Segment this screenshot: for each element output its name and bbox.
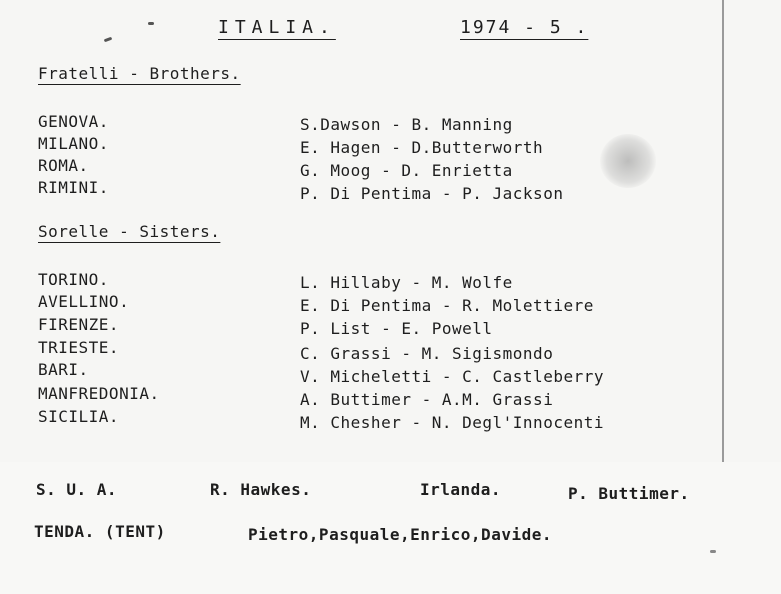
ink-smudge xyxy=(600,134,656,188)
ink-speck xyxy=(148,22,154,25)
brothers-names: G. Moog - D. Enrietta xyxy=(300,161,513,180)
brothers-city: RIMINI. xyxy=(38,178,109,197)
brothers-names: E. Hagen - D.Butterworth xyxy=(300,138,544,157)
sisters-names: L. Hillaby - M. Wolfe xyxy=(300,273,513,292)
sisters-city: BARI. xyxy=(38,360,89,379)
ink-speck xyxy=(710,550,716,553)
sisters-city: TRIESTE. xyxy=(38,338,120,357)
usa-label: S. U. A. xyxy=(36,480,118,499)
tent-label: TENDA. (TENT) xyxy=(34,522,166,541)
brothers-heading: Fratelli - Brothers. xyxy=(38,64,241,83)
sisters-names: M. Chesher - N. Degl'Innocenti xyxy=(300,413,604,432)
sisters-city: SICILIA. xyxy=(38,407,120,426)
sisters-city: TORINO. xyxy=(38,270,109,289)
ireland-name: P. Buttimer. xyxy=(568,484,690,503)
sisters-names: C. Grassi - M. Sigismondo xyxy=(300,344,554,363)
sisters-names: A. Buttimer - A.M. Grassi xyxy=(300,390,554,409)
sisters-heading: Sorelle - Sisters. xyxy=(38,222,221,241)
ireland-label: Irlanda. xyxy=(420,480,502,499)
brothers-city: GENOVA. xyxy=(38,112,109,131)
document-title: ITALIA. xyxy=(218,17,336,38)
page-edge-line xyxy=(722,0,724,462)
sisters-city: FIRENZE. xyxy=(38,315,120,334)
usa-name: R. Hawkes. xyxy=(210,480,312,499)
brothers-names: P. Di Pentima - P. Jackson xyxy=(300,184,564,203)
sisters-city: MANFREDONIA. xyxy=(38,384,160,403)
sisters-city: AVELLINO. xyxy=(38,292,130,311)
tent-names: Pietro,Pasquale,Enrico,Davide. xyxy=(248,525,552,544)
document-year: 1974 - 5 . xyxy=(460,17,589,38)
ink-speck xyxy=(104,37,113,43)
brothers-names: S.Dawson - B. Manning xyxy=(300,115,513,134)
brothers-city: ROMA. xyxy=(38,156,89,175)
sisters-names: E. Di Pentima - R. Molettiere xyxy=(300,296,594,315)
brothers-city: MILANO. xyxy=(38,134,109,153)
sisters-names: P. List - E. Powell xyxy=(300,319,493,338)
sisters-names: V. Micheletti - C. Castleberry xyxy=(300,367,604,386)
